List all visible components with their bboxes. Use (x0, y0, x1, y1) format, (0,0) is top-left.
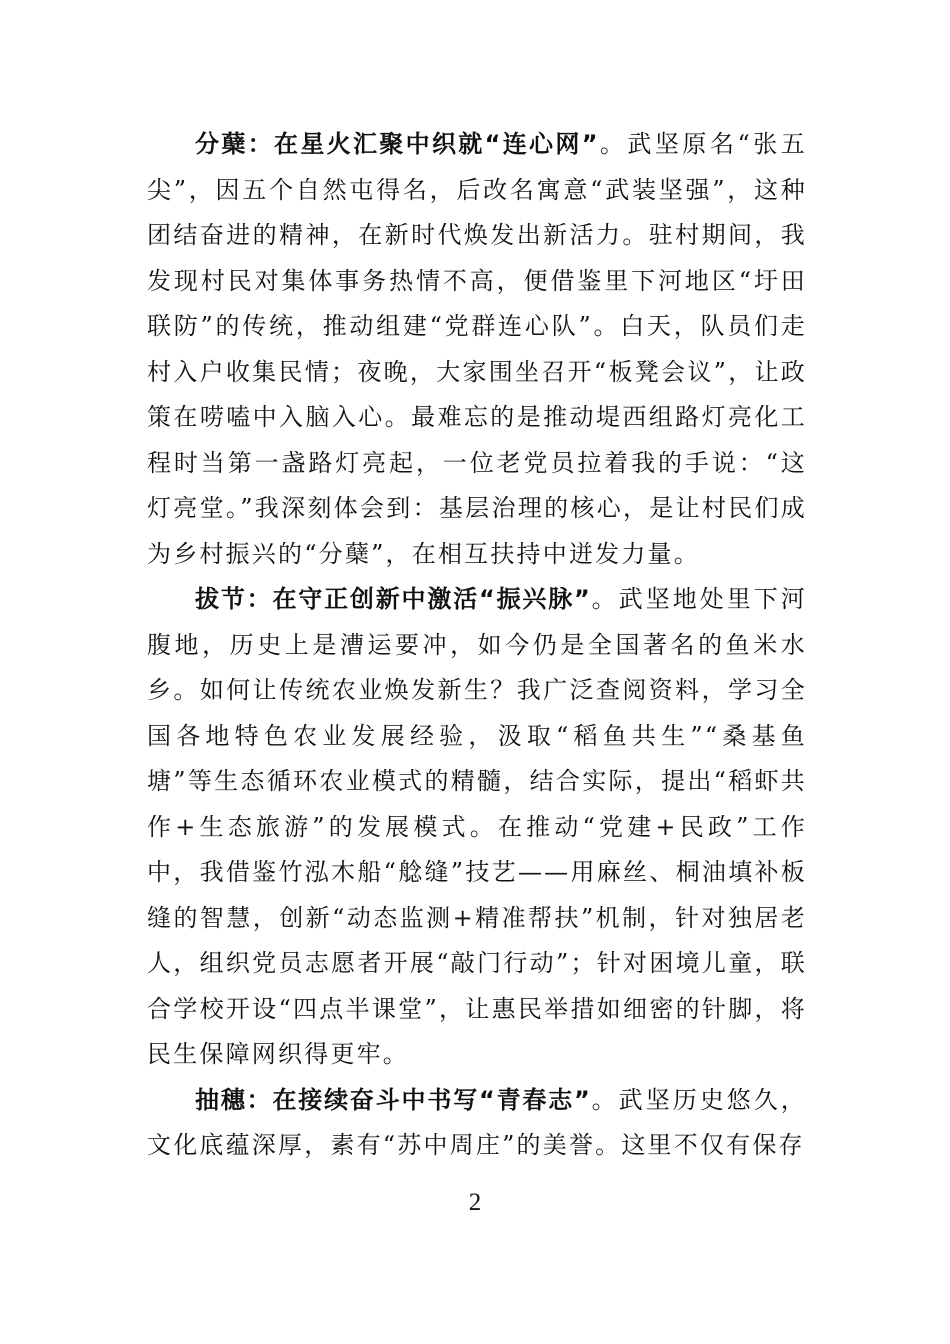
paragraph-text-chousui: 。武坚历史悠久，文化底蕴深厚，素有“苏中周庄”的美誉。这里不仅有保存 (147, 1085, 807, 1159)
paragraph-text-bajie: 。武坚地处里下河腹地，历史上是漕运要冲，如今仍是全国著名的鱼米水乡。如何让传统农业焕发新生？我广泛查阅资料，学习全国各地特色农业发展经验，汲取“稻鱼共生”“桑基鱼塘”等生态循环农业模式的精髓，结合实际，提出“稻虾共作+生态旅游”的发展模式。在推动“党建+民政”工作中，我借鉴竹泓木船“艌缝”技艺——用麻丝、桐油填补板缝的智慧，创新“动态监测+精准帮扶”机制，针对独居老人，组织党员志愿者开展“敲门行动”；针对困境儿童，联合学校开设“四点半课堂”，让惠民举措如细密的针脚，将民生保障网织得更牢。 (147, 585, 807, 1068)
paragraph-lead-fennie: 分蘖：在星火汇聚中织就“连心网” (195, 130, 599, 158)
document-body (147, 122, 807, 1169)
paragraph-lead-chousui: 抽穗：在接续奋斗中书写“青春志” (195, 1085, 591, 1114)
paragraph-chousui (147, 1078, 807, 1169)
paragraph-text-fennie: 。武坚原名“张五尖”，因五个自然屯得名，后改名寓意“武装坚强”，这种团结奋进的精神，在新时代焕发出新活力。驻村期间，我发现村民对集体事务热情不高，便借鉴里下河地区“圩田联防”的传统，推动组建“党群连心队”。白天，队员们走村入户收集民情；夜晚，大家围坐召开“板凳会议”，让政策在唠嗑中入脑入心。最难忘的是推动堤西组路灯亮化工程时当第一盏路灯亮起，一位老党员拉着我的手说：“这灯亮堂。”我深刻体会到：基层治理的核心，是让村民们成为乡村振兴的“分蘖”，在相互扶持中迸发力量。 (147, 130, 808, 568)
paragraph-fennie (147, 122, 807, 577)
paragraph-bajie (147, 577, 807, 1078)
paragraph-lead-bajie: 拔节：在守正创新中激活“振兴脉” (195, 585, 591, 613)
page-number: 2 (468, 1189, 482, 1216)
